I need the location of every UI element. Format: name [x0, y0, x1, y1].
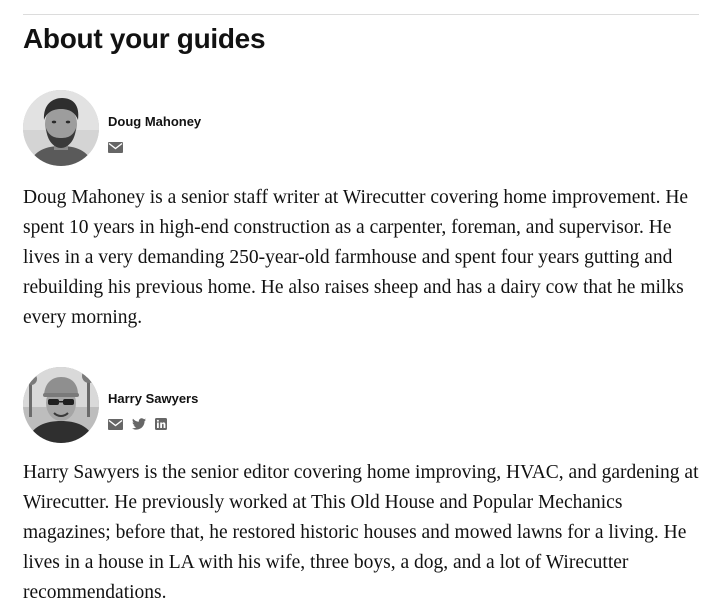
social-links — [108, 417, 167, 431]
email-icon[interactable] — [108, 419, 123, 430]
avatar-photo — [23, 90, 99, 166]
email-icon[interactable] — [108, 142, 123, 153]
avatar-doug-mahoney[interactable] — [23, 90, 99, 166]
avatar-harry-sawyers[interactable] — [23, 367, 99, 443]
guide-bio: Doug Mahoney is a senior staff writer at Wirecutter covering home improvement. He spent 10 years in high-end construction as a carpenter, foreman, and supervisor. He lives in a very demanding 250-year-old farmhouse and spent four years gutting and rebuilding his previous home. He also raises sheep and has a dairy cow that he milks every morning. — [23, 187, 689, 328]
twitter-icon[interactable] — [132, 418, 146, 430]
social-links — [108, 140, 123, 154]
section-divider — [23, 14, 699, 15]
section-title: About your guides — [23, 23, 266, 54]
avatar-photo — [23, 367, 99, 443]
guide-name[interactable]: Doug Mahoney — [108, 114, 202, 129]
guide-name[interactable]: Harry Sawyers — [108, 391, 199, 406]
guide-bio: Harry Sawyers is the senior editor covering home improving, HVAC, and gardening at Wirecutter. He previously worked at This Old House and Popular Mechanics magazines; before that, he restored historic houses and mowed lawns for a living. He lives in a house in LA with his wife, three boys, a dog, and a lot of Wirecutter recommendations. — [23, 462, 699, 603]
linkedin-icon[interactable] — [155, 418, 167, 430]
